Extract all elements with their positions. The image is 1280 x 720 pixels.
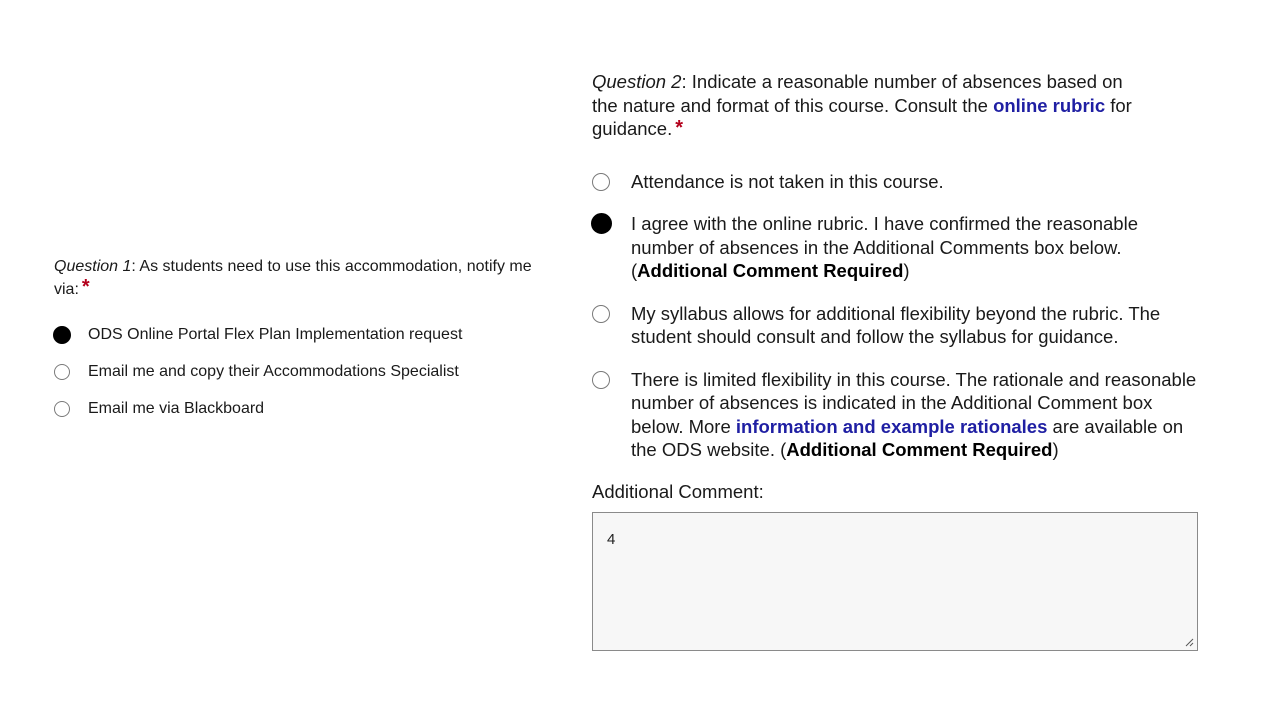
resize-grip-icon[interactable] [1184,637,1194,647]
radio-button[interactable] [592,173,610,191]
question-1-text: : As students need to use this accommodation, notify me via: [54,258,532,298]
q2-option-syllabus-flexibility[interactable] [592,302,1202,349]
example-rationales-link[interactable]: information and example rationales [735,415,1048,437]
question-2-text-end: for guidance. [592,94,1132,139]
question-2 [592,70,1202,462]
additional-comment-value: 4 [607,531,616,548]
radio-button-selected[interactable] [53,326,71,344]
q2-option-agree-rubric[interactable] [592,212,1202,283]
q2-option-text: Attendance is not taken in this course. [631,170,944,192]
q2-option-text: My syllabus allows for additional flexibility beyond the rubric. The student should consult and follow the syllabus for guidance. [631,302,1161,347]
question-2-prompt [592,70,1152,141]
comment-required-note: Additional Comment Required [637,260,904,281]
q2-option-text: I agree with the online rubric. I have confirmed the reasonable number of absences in the Additional Comments box below. ( [631,213,1138,281]
q2-option-text-end: ) [1052,439,1059,460]
radio-button[interactable] [592,371,610,389]
radio-button[interactable] [592,305,610,323]
radio-button-selected[interactable] [591,213,612,234]
question-2-label: Question 2 [592,71,682,92]
q2-option-text: There is limited flexibility in this course. The rationale and reasonable number of absences is indicated in the Additional Comment box below. More [631,368,1197,437]
q2-option-no-attendance[interactable] [592,170,1202,194]
question-1-label: Question 1 [54,258,132,275]
additional-comment-label: Additional Comment: [592,481,764,502]
radio-button[interactable] [54,364,70,380]
q1-option-email-specialist[interactable] [54,361,554,382]
question-2-text: : Indicate a reasonable number of absences based on the nature and format of this course. Consult the [592,71,1123,116]
q2-option-text-end: ) [903,260,910,281]
additional-comment-textarea[interactable] [592,512,1198,651]
radio-button[interactable] [54,401,70,417]
q1-option-label: ODS Online Portal Flex Plan Implementation request [88,326,463,343]
online-rubric-link[interactable]: online rubric [993,94,1106,116]
q1-option-portal[interactable] [54,324,554,345]
q1-option-label: Email me and copy their Accommodations Specialist [88,363,459,380]
q2-option-text-2: are available on the ODS website. ( [631,415,1184,460]
question-1-prompt [54,256,554,300]
q2-option-limited-flexibility[interactable] [592,368,1202,462]
q1-option-email-blackboard[interactable] [54,398,554,419]
question-1 [54,256,554,419]
required-asterisk: * [675,117,684,139]
comment-required-note: Additional Comment Required [786,439,1053,460]
required-asterisk: * [81,276,90,298]
q1-option-label: Email me via Blackboard [88,400,265,417]
